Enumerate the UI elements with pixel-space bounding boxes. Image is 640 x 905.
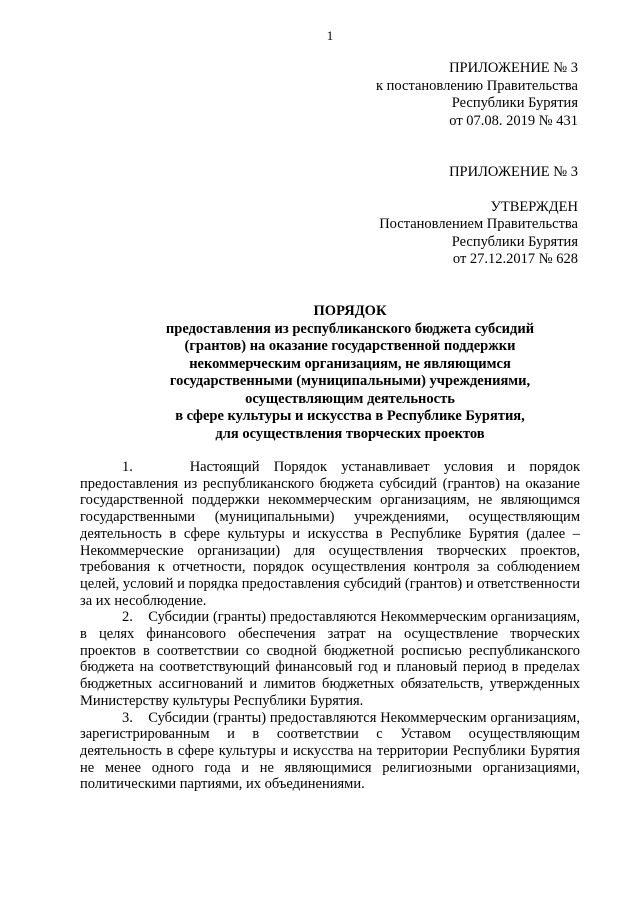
title-line: государственными (муниципальными) учреждениями, [169,373,531,389]
appendix-reference-block [376,60,578,130]
title-line: предоставления из республиканского бюджета субсидий [165,320,535,337]
approved-date-line: от 27.12.2017 № 628 [452,251,578,267]
approval-stamp-block [379,164,578,269]
title-line: осуществляющим деятельность [245,390,455,407]
approved-appendix-label: ПРИЛОЖЕНИЕ № 3 [449,164,578,180]
appendix-resolution-line: к постановлению Правительства [376,77,578,94]
approved-resolution-line: Постановлением Правительства [379,216,578,232]
paragraph-3: 3. Субсидии (гранты) предоставляются Некоммерческим организациям, зарегистрированным и в соответствии с Уставом осуществляющим деятельность в сфере культуры и искусства на территории Республики Бурятия не менее одного года и не являющимися религиозными организациями, политическими партиями, их объединениями. [80,709,580,793]
title-heading: ПОРЯДОК [313,303,387,319]
page-number: 1 [326,28,334,43]
approved-republic-line: Республики Бурятия [451,233,578,250]
appendix-label: ПРИЛОЖЕНИЕ № 3 [449,60,578,76]
appendix-date-line: от 07.08. 2019 № 431 [449,112,578,129]
document-title [40,303,640,443]
document-body [80,459,580,793]
title-line: некоммерческим организациям, не являющимся [189,355,511,372]
appendix-republic-line: Республики Бурятия [451,95,578,111]
paragraph-2: 2. Субсидии (гранты) предоставляются Некоммерческим организациям, в целях финансового обеспечения затрат на осуществление творческих проектов в соответствии со сводной бюджетной росписью республиканского бюджета на соответствующий финансовый год и плановый период в пределах бюджетных ассигнований и лимитов бюджетных обязательств, утвержденных Министерству культуры Республики Бурятия. [80,609,580,709]
title-line: в сфере культуры и искусства в Республике Бурятия, [175,408,525,424]
approved-label: УТВЕРЖДЕН [490,198,578,215]
title-line: для осуществления творческих проектов [215,425,485,442]
title-line: (грантов) на оказание государственной поддержки [184,338,516,354]
paragraph-1: 1. Настоящий Порядок устанавливает условия и порядок предоставления из республиканского бюджета субсидий (грантов) на оказание государственной поддержки некоммерческим организациям, не являющимся государственными (муниципальными) учреждениями, осуществляющим деятельность в сфере культуры и искусства в Республике Бурятия (далее – Некоммерческие организации) для осуществления творческих проектов, требования к отчетности, порядок осуществления контроля за соблюдением целей, условий и порядка предоставления субсидий (грантов) и ответственности за их несоблюдение. [80,459,580,609]
